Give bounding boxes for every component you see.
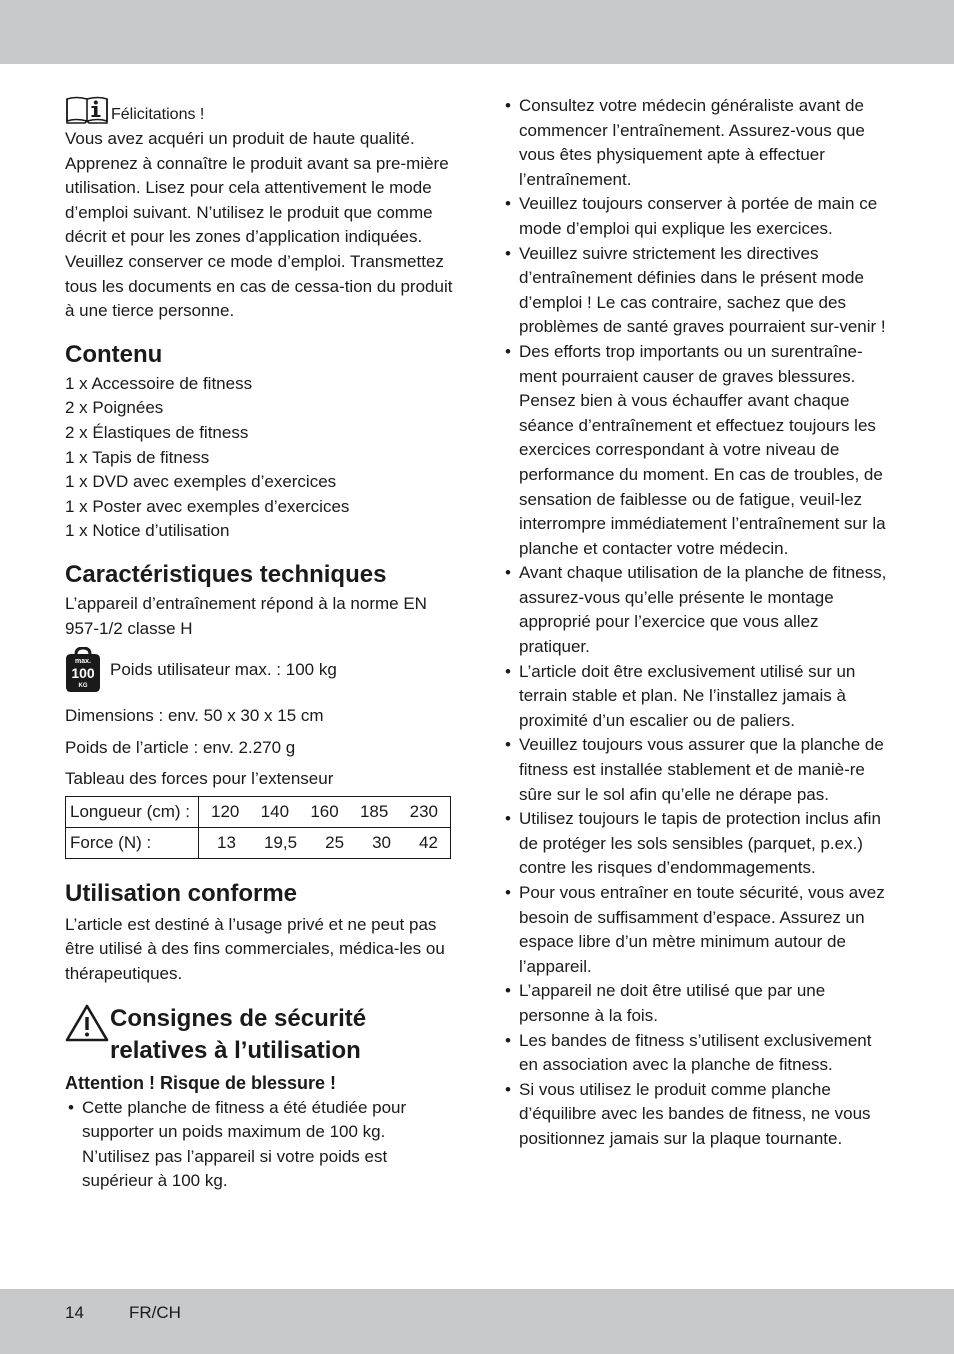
list-item: 1 x Accessoire de fitness bbox=[65, 373, 253, 393]
dimensions-text: Dimensions : env. 50 x 30 x 15 cm bbox=[65, 706, 324, 726]
icon-weight-value: 100 bbox=[71, 665, 95, 682]
list-item: • Consultez votre médecin généraliste avant de commencer l’entraînement. Assurez-vous que vous êtes physiquement apte à effectuer l’entraînement. bbox=[505, 94, 890, 192]
specs-heading: Caractéristiques techniques bbox=[65, 560, 387, 588]
left-column bbox=[65, 95, 455, 1194]
table-cell-value: 42 bbox=[419, 832, 438, 852]
header-bar bbox=[0, 0, 954, 64]
left-safety-list bbox=[68, 1096, 455, 1194]
table-row bbox=[66, 796, 451, 827]
force-label-cell: Force (N) : bbox=[66, 827, 199, 858]
table-row bbox=[66, 827, 451, 858]
safety-heading-line2: relatives à l’utilisation bbox=[110, 1036, 361, 1064]
specs-norm: L’appareil d’entraînement répond à la norme EN 957-1/2 classe H bbox=[65, 593, 427, 638]
list-item: • Veuillez suivre strictement les directives d’entraînement définies dans le présent mode d’emploi ! Le cas contraire, sachez que des problèmes de santé graves pourraient sur-venir ! bbox=[505, 242, 890, 340]
list-item: • Les bandes de fitness s’utilisent exclusivement en association avec la planche de fitness. bbox=[505, 1029, 890, 1078]
icon-max-label: max. bbox=[75, 658, 91, 666]
language-code: FR/CH bbox=[129, 1303, 181, 1322]
right-safety-list bbox=[505, 94, 890, 1152]
table-cell-value: 25 bbox=[325, 832, 345, 852]
warning-text: Attention ! Risque de blessure ! bbox=[65, 1072, 337, 1093]
length-values-cell bbox=[199, 796, 451, 827]
list-item: • Avant chaque utilisation de la planche de fitness, assurez-vous qu’elle présente le montage approprié pour l’exercice que vous allez pratiquer. bbox=[505, 561, 890, 659]
contents-heading: Contenu bbox=[65, 340, 163, 368]
max-weight-text: Poids utilisateur max. : 100 kg bbox=[110, 659, 337, 679]
contents-list bbox=[65, 372, 455, 544]
list-item: 2 x Poignées bbox=[65, 398, 164, 418]
list-item: • Veuillez toujours conserver à portée de main ce mode d’emploi qui explique les exercices. bbox=[505, 192, 890, 241]
force-table bbox=[65, 796, 451, 859]
warning-triangle-icon bbox=[65, 1003, 109, 1043]
list-item: • Utilisez toujours le tapis de protection inclus afin de protéger les sols sensibles (parquet, p.ex.) contre les risques d’endommagements. bbox=[505, 807, 890, 881]
intro-title: Félicitations ! bbox=[111, 106, 205, 123]
length-label-cell: Longueur (cm) : bbox=[66, 796, 199, 827]
table-cell-value: 19,5 bbox=[263, 832, 298, 852]
list-item: • Des efforts trop importants ou un surentraîne-ment pourraient causer de graves blessures. Pensez bien à vous échauffer avant chaque séance d’entraînement et effectuez toujours les exercices correspondant à votre niveau de performance du moment. En cas de troubles, de sensation de faiblesse ou de fatigue, veuil-lez interrompre immédiatement l’entraînement sur la planche et contacter votre médecin. bbox=[505, 340, 890, 561]
right-column bbox=[505, 94, 890, 1152]
table-cell-value: 30 bbox=[372, 832, 391, 852]
max-weight-row bbox=[65, 647, 455, 693]
intro-heading bbox=[65, 95, 455, 125]
list-item: • Si vous utilisez le produit comme planche d’équilibre avec les bandes de fitness, ne vous positionnez jamais sur la plaque tournante. bbox=[505, 1078, 890, 1152]
list-item: • Veuillez toujours vous assurer que la planche de fitness est installée stablement et de maniè-re sûre sur le sol afin qu’elle ne dérape pas. bbox=[505, 733, 890, 807]
table-cell-value: 13 bbox=[217, 832, 236, 852]
list-item: • Cette planche de fitness a été étudiée pour supporter un poids maximum de 100 kg. N’utilisez pas l’appareil si votre poids est supérieur à 100 kg. bbox=[68, 1096, 455, 1194]
list-item: 1 x Tapis de fitness bbox=[65, 447, 210, 467]
table-cell-value: 140 bbox=[260, 801, 290, 821]
list-item: 2 x Élastiques de fitness bbox=[65, 422, 249, 442]
intended-use-heading: Utilisation conforme bbox=[65, 879, 298, 907]
article-weight-text: Poids de l’article : env. 2.270 g bbox=[65, 737, 296, 757]
safety-heading bbox=[65, 1003, 455, 1067]
table-cell-value: 230 bbox=[409, 801, 438, 821]
icon-unit-label: KG bbox=[78, 683, 88, 690]
force-table-caption: Tableau des forces pour l’extenseur bbox=[65, 769, 334, 789]
table-cell-value: 160 bbox=[310, 801, 339, 821]
intended-use-text: L’article est destiné à l’usage privé et ne peut pas être utilisé à des fins commerciales, médica-les ou thérapeutiques. bbox=[65, 914, 445, 984]
table-cell-value: 185 bbox=[359, 801, 389, 821]
force-values-cell bbox=[199, 827, 451, 858]
list-item: • L’article doit être exclusivement utilisé sur un terrain stable et plan. Ne l’installez jamais à proximité d’un escalier ou de paliers. bbox=[505, 660, 890, 734]
list-item: • Pour vous entraîner en toute sécurité, vous avez besoin de suffisamment d’espace. Assurez un espace libre d’un mètre minimum autour de l’appareil. bbox=[505, 881, 890, 979]
list-item: 1 x DVD avec exemples d’exercices bbox=[65, 472, 337, 492]
list-item: 1 x Poster avec exemples d’exercices bbox=[65, 496, 350, 516]
max-weight-icon bbox=[65, 647, 101, 693]
list-item: • L’appareil ne doit être utilisé que par une personne à la fois. bbox=[505, 979, 890, 1028]
list-item: 1 x Notice d’utilisation bbox=[65, 521, 230, 541]
safety-heading-line1: Consignes de sécurité bbox=[110, 1004, 367, 1032]
page-number: 14 bbox=[65, 1303, 84, 1322]
table-cell-value: 120 bbox=[211, 801, 240, 821]
book-info-icon bbox=[65, 95, 109, 125]
intro-text: Vous avez acquéri un produit de haute qualité. Apprenez à connaître le produit avant sa pre-mière utilisation. Lisez pour cela attentivement le mode d’emploi suivant. N’utilisez le produit que comme décrit et pour les zones d’application indiquées. Veuillez conserver ce mode d’emploi. Transmettez tous les documents en cas de cessa-tion du produit à une tierce personne. bbox=[65, 129, 453, 321]
